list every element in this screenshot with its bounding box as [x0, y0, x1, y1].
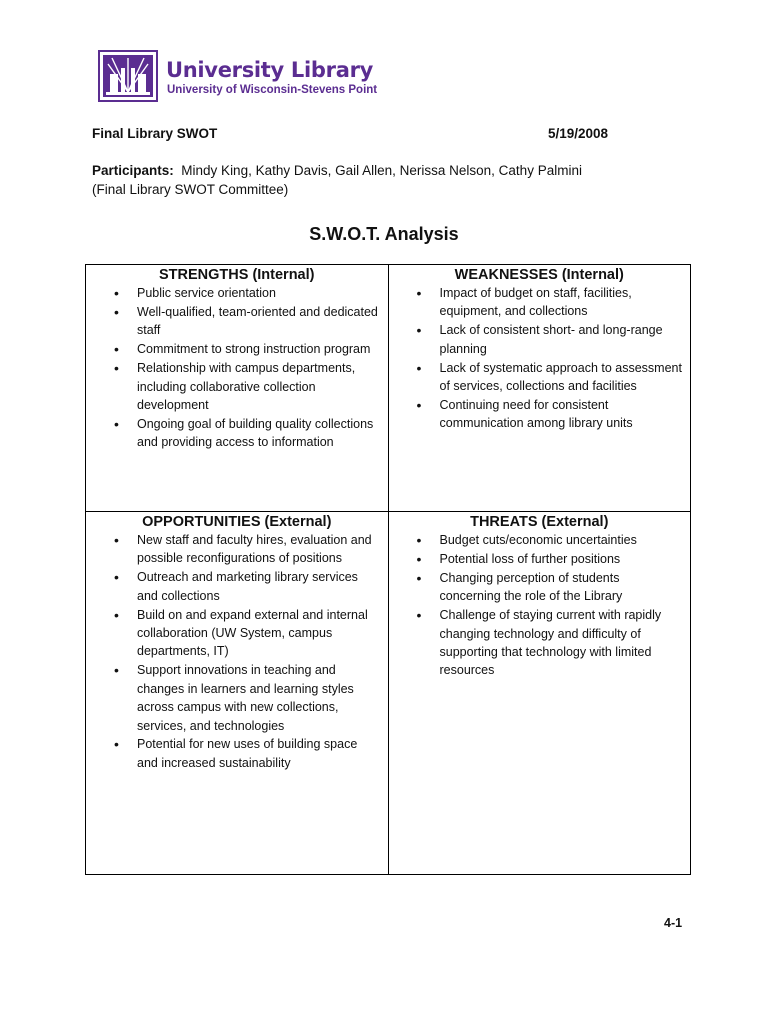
list-item: • Well-qualified, team-oriented and dedicated staff: [137, 303, 382, 340]
strengths-list: [92, 284, 382, 452]
analysis-heading: S.W.O.T. Analysis: [309, 224, 459, 244]
brand-title: University Library: [166, 58, 374, 82]
participants-list: Mindy King, Kathy Davis, Gail Allen, Nerissa Nelson, Cathy Palmini: [181, 163, 582, 178]
weaknesses-list: [395, 284, 685, 433]
weaknesses-heading: WEAKNESSES (Internal): [454, 267, 624, 283]
strengths-cell: [86, 265, 389, 512]
list-item: • Public service orientation: [137, 284, 382, 302]
list-item: • Potential for new uses of building space and increased sustainability: [137, 735, 382, 772]
weaknesses-cell: [388, 265, 691, 512]
document-title: Final Library SWOT: [92, 126, 218, 141]
list-item: • Lack of consistent short- and long-range planning: [440, 321, 685, 358]
participants-block: [92, 161, 582, 199]
strengths-heading: STRENGTHS (Internal): [159, 267, 315, 283]
document-date: 5/19/2008: [548, 126, 609, 141]
opportunities-list: [92, 531, 382, 772]
committee-note: (Final Library SWOT Committee): [92, 182, 289, 197]
participants-label: Participants:: [92, 163, 174, 178]
list-item: • Build on and expand external and internal collaboration (UW System, campus departments, IT): [137, 606, 382, 661]
threats-list: [395, 531, 685, 680]
page-number: 4-1: [664, 916, 683, 930]
swot-table: [85, 264, 691, 875]
list-item: • New staff and faculty hires, evaluation and possible reconfigurations of positions: [137, 531, 382, 568]
list-item: • Challenge of staying current with rapidly changing technology and difficulty of supporting that technology with limited resources: [440, 606, 685, 680]
list-item: • Lack of systematic approach to assessment of services, collections and facilities: [440, 359, 685, 396]
list-item: • Relationship with campus departments, including collaborative collection development: [137, 359, 382, 414]
list-item: • Impact of budget on staff, facilities, equipment, and collections: [440, 284, 685, 321]
brand-subtitle: University of Wisconsin-Stevens Point: [167, 84, 378, 96]
threats-cell: [388, 512, 691, 875]
list-item: • Ongoing goal of building quality collections and providing access to information: [137, 415, 382, 452]
list-item: • Continuing need for consistent communication among library units: [440, 396, 685, 433]
list-item: • Potential loss of further positions: [440, 550, 685, 568]
opportunities-heading: OPPORTUNITIES (External): [142, 514, 332, 530]
list-item: • Commitment to strong instruction program: [137, 340, 382, 358]
list-item: • Support innovations in teaching and changes in learners and learning styles across campus with new collections, services, and technologies: [137, 661, 382, 735]
opportunities-cell: [86, 512, 389, 875]
threats-heading: THREATS (External): [470, 514, 609, 530]
university-library-logo-icon: [98, 50, 158, 102]
list-item: • Changing perception of students concerning the role of the Library: [440, 569, 685, 606]
list-item: • Budget cuts/economic uncertainties: [440, 531, 685, 549]
list-item: • Outreach and marketing library services and collections: [137, 568, 382, 605]
